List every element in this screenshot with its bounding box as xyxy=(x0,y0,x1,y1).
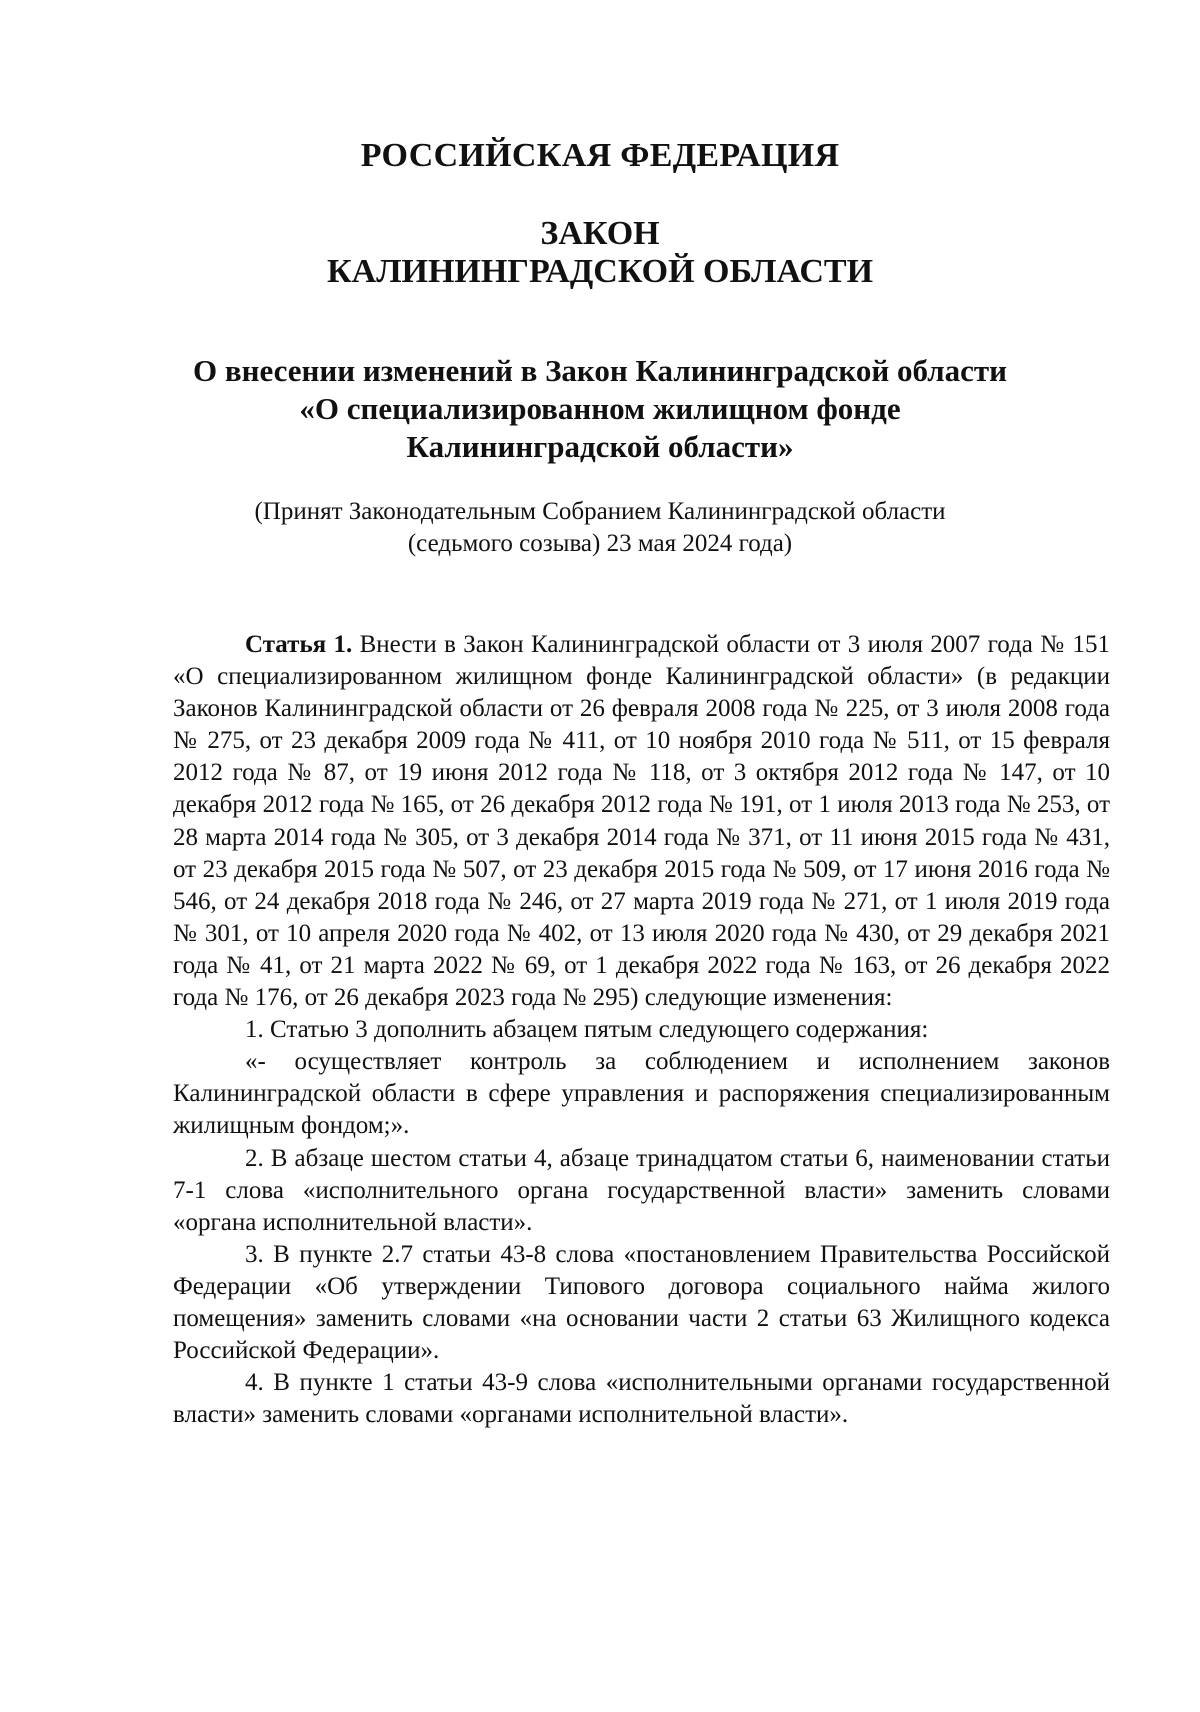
article-1-item-3: 3. В пункте 2.7 статьи 43-8 слова «постановлением Правительства Российской Федерации «Об утверждении Типового договора социального найма жилого помещения» заменить словами «на основании части 2 статьи 63 Жилищного кодекса Российской Федерации». xyxy=(173,1240,1110,1365)
article-1-item-1-quote: «- осуществляет контроль за соблюдением и исполнением законов Калининградской области в сфере управления и распоряжения специализированным жилищным фондом;». xyxy=(173,1048,1110,1140)
article-1-intro-text: Внести в Закон Калининградской области от 3 июля 2007 года № 151 «О специализированном жилищном фонде Калининградской области» (в редакции Законов Калининградской области от 26 февраля 2008 года № 225, от 3 июля 2008 года № 275, от 23 декабря 2009 года № 411, от 10 ноября 2010 года № 511, от 15 февраля 2012 года № 87, от 19 июня 2012 года № 118, от 3 октября 2012 года № 147, от 10 декабря 2012 года № 165, от 26 декабря 2012 года № 191, от 1 июля 2013 года № 253, от 28 марта 2014 года № 305, от 3 декабря 2014 года № 371, от 11 июня 2015 года № 431, от 23 декабря 2015 года № 507, от 23 декабря 2015 года № 509, от 17 июня 2016 года № 546, от 24 декабря 2018 года № 246, от 27 марта 2019 года № 271, от 1 июля 2019 года № 301, от 10 апреля 2020 года № 402, от 13 июля 2020 года № 430, от 29 декабря 2021 года № 41, от 21 марта 2022 № 69, от 1 декабря 2022 года № 163, от 26 декабря 2022 года № 176, от 26 декабря 2023 года № 295) следующие изменения: xyxy=(173,631,1110,1012)
article-1 xyxy=(173,629,1110,1431)
law-title-line-2: «О специализированном жилищном фонде xyxy=(299,391,901,426)
law-title xyxy=(150,352,1050,466)
country-heading: РОССИЙСКАЯ ФЕДЕРАЦИЯ xyxy=(360,137,840,174)
law-title-line-1: О внесении изменений в Закон Калининградской области xyxy=(193,353,1007,388)
adoption-note-line-2: (седьмого созыва) 23 мая 2024 года) xyxy=(407,530,793,557)
adoption-note xyxy=(150,496,1050,560)
law-region-heading: КАЛИНИНГРАДСКОЙ ОБЛАСТИ xyxy=(326,253,874,290)
adoption-note-line-1: (Принят Законодательным Собранием Калининградской области xyxy=(254,498,946,525)
article-1-item-2: 2. В абзаце шестом статьи 4, абзаце тринадцатом статьи 6, наименовании статьи 7-1 слова «исполнительного органа государственной власти» заменить словами «органа исполнительной власти». xyxy=(173,1144,1110,1236)
law-title-line-3: Калининградской области» xyxy=(406,429,794,464)
article-1-item-4: 4. В пункте 1 статьи 43-9 слова «исполнительными органами государственной власти» заменить словами «органами исполнительной власти». xyxy=(173,1369,1110,1429)
law-type-heading: ЗАКОН xyxy=(540,215,660,252)
article-1-item-1: 1. Статью 3 дополнить абзацем пятым следующего содержания: xyxy=(245,1016,929,1044)
article-1-intro-paragraph xyxy=(173,629,1110,1014)
article-1-label: Статья 1. xyxy=(245,631,353,658)
